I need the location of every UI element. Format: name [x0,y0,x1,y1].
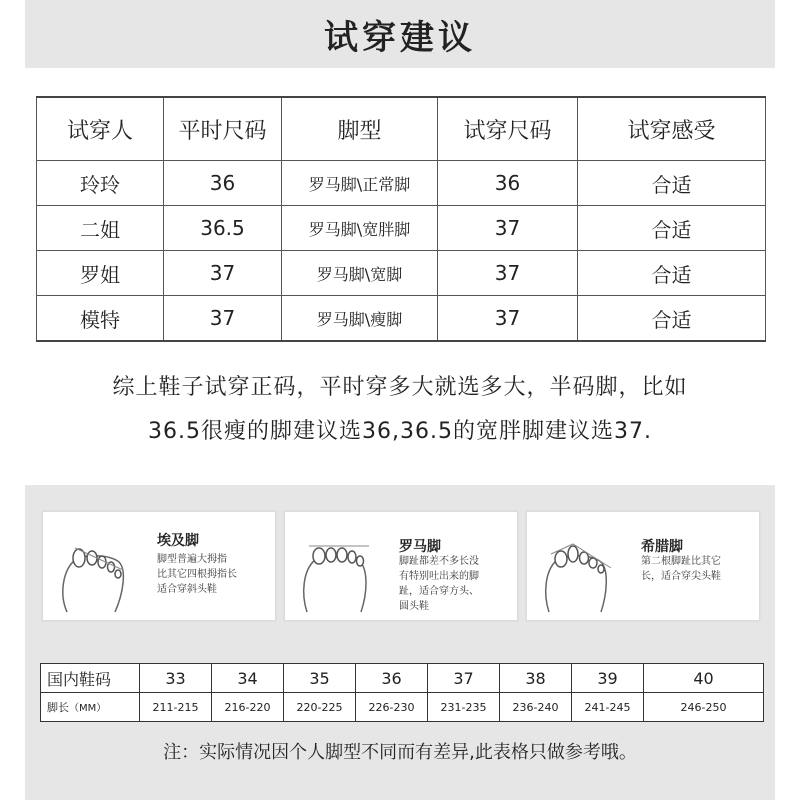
shoe-size: 34 [212,664,284,693]
foot-type-card-greek [526,511,760,621]
page-title: 试穿建议 [324,17,476,58]
trial-size: 37 [438,296,578,342]
foot-length: 216-220 [212,693,284,722]
foot-type: 罗马脚\瘦脚 [282,296,438,342]
roman-foot-icon [291,524,379,616]
foot-length: 231-235 [428,693,500,722]
size-row [41,664,764,693]
table-row [37,251,766,296]
column-header: 试穿人 [37,97,164,161]
table-row [37,161,766,206]
foot-length: 246-250 [644,693,764,722]
column-header: 试穿感受 [578,97,766,161]
trial-size: 36 [438,161,578,206]
usual-size: 36.5 [164,206,282,251]
foot-type: 罗马脚\宽胖脚 [282,206,438,251]
foot-type: 罗马脚\正常脚 [282,161,438,206]
table-row [37,296,766,342]
foot-length: 226-230 [356,693,428,722]
foot-type: 罗马脚\宽脚 [282,251,438,296]
size-row-label: 国内鞋码 [41,664,140,693]
foot-type-name: 埃及脚 [157,533,199,549]
foot-length: 236-240 [500,693,572,722]
table-header-row [37,97,766,161]
trial-size: 37 [438,206,578,251]
conclusion-line-1: 综上鞋子试穿正码，平时穿多大就选多大，半码脚，比如 [112,375,688,400]
fit-feeling: 合适 [578,161,766,206]
tester-name: 模特 [37,296,164,342]
greek-foot-icon [533,524,621,616]
foot-type-card-egyptian [42,511,276,621]
table-row [37,206,766,251]
foot-length: 211-215 [140,693,212,722]
fit-feeling: 合适 [578,251,766,296]
shoe-size: 39 [572,664,644,693]
tester-name: 二姐 [37,206,164,251]
foot-type-description: 脚趾都差不多长没 有特别吐出来的脚 趾，适合穿方头、 圆头鞋 [399,556,479,612]
shoe-size: 40 [644,664,764,693]
shoe-size: 37 [428,664,500,693]
length-row-label [41,693,140,722]
fit-feeling: 合适 [578,296,766,342]
disclaimer-note: 注：实际情况因个人脚型不同而有差异,此表格只做参考哦。 [163,742,637,763]
foot-type-name: 希腊脚 [641,539,683,555]
shoe-size: 36 [356,664,428,693]
title-bar [25,0,775,68]
foot-length: 241-245 [572,693,644,722]
usual-size: 37 [164,296,282,342]
size-chart-table [40,663,764,722]
fitting-table [36,96,766,342]
tester-name: 玲玲 [37,161,164,206]
usual-size: 36 [164,161,282,206]
trial-size: 37 [438,251,578,296]
tester-name: 罗姐 [37,251,164,296]
shoe-size: 38 [500,664,572,693]
foot-length-row [41,693,764,722]
foot-length: 220-225 [284,693,356,722]
column-header: 试穿尺码 [438,97,578,161]
foot-type-description: 第二根脚趾比其它 长，适合穿尖头鞋 [641,556,721,582]
foot-type-name: 罗马脚 [399,539,441,555]
conclusion-line-2: 36.5很瘦的脚建议选36,36.5的宽胖脚建议选37. [148,419,652,444]
length-unit: （MM） [69,703,107,714]
fit-feeling: 合适 [578,206,766,251]
shoe-size: 33 [140,664,212,693]
length-label-text: 脚长 [47,701,69,714]
column-header: 平时尺码 [164,97,282,161]
shoe-size: 35 [284,664,356,693]
column-header: 脚型 [282,97,438,161]
foot-type-card-roman [284,511,518,621]
foot-type-description: 脚型普遍大拇指 比其它四根拇指长 适合穿斜头鞋 [157,554,237,595]
usual-size: 37 [164,251,282,296]
egyptian-foot-icon [49,524,137,616]
